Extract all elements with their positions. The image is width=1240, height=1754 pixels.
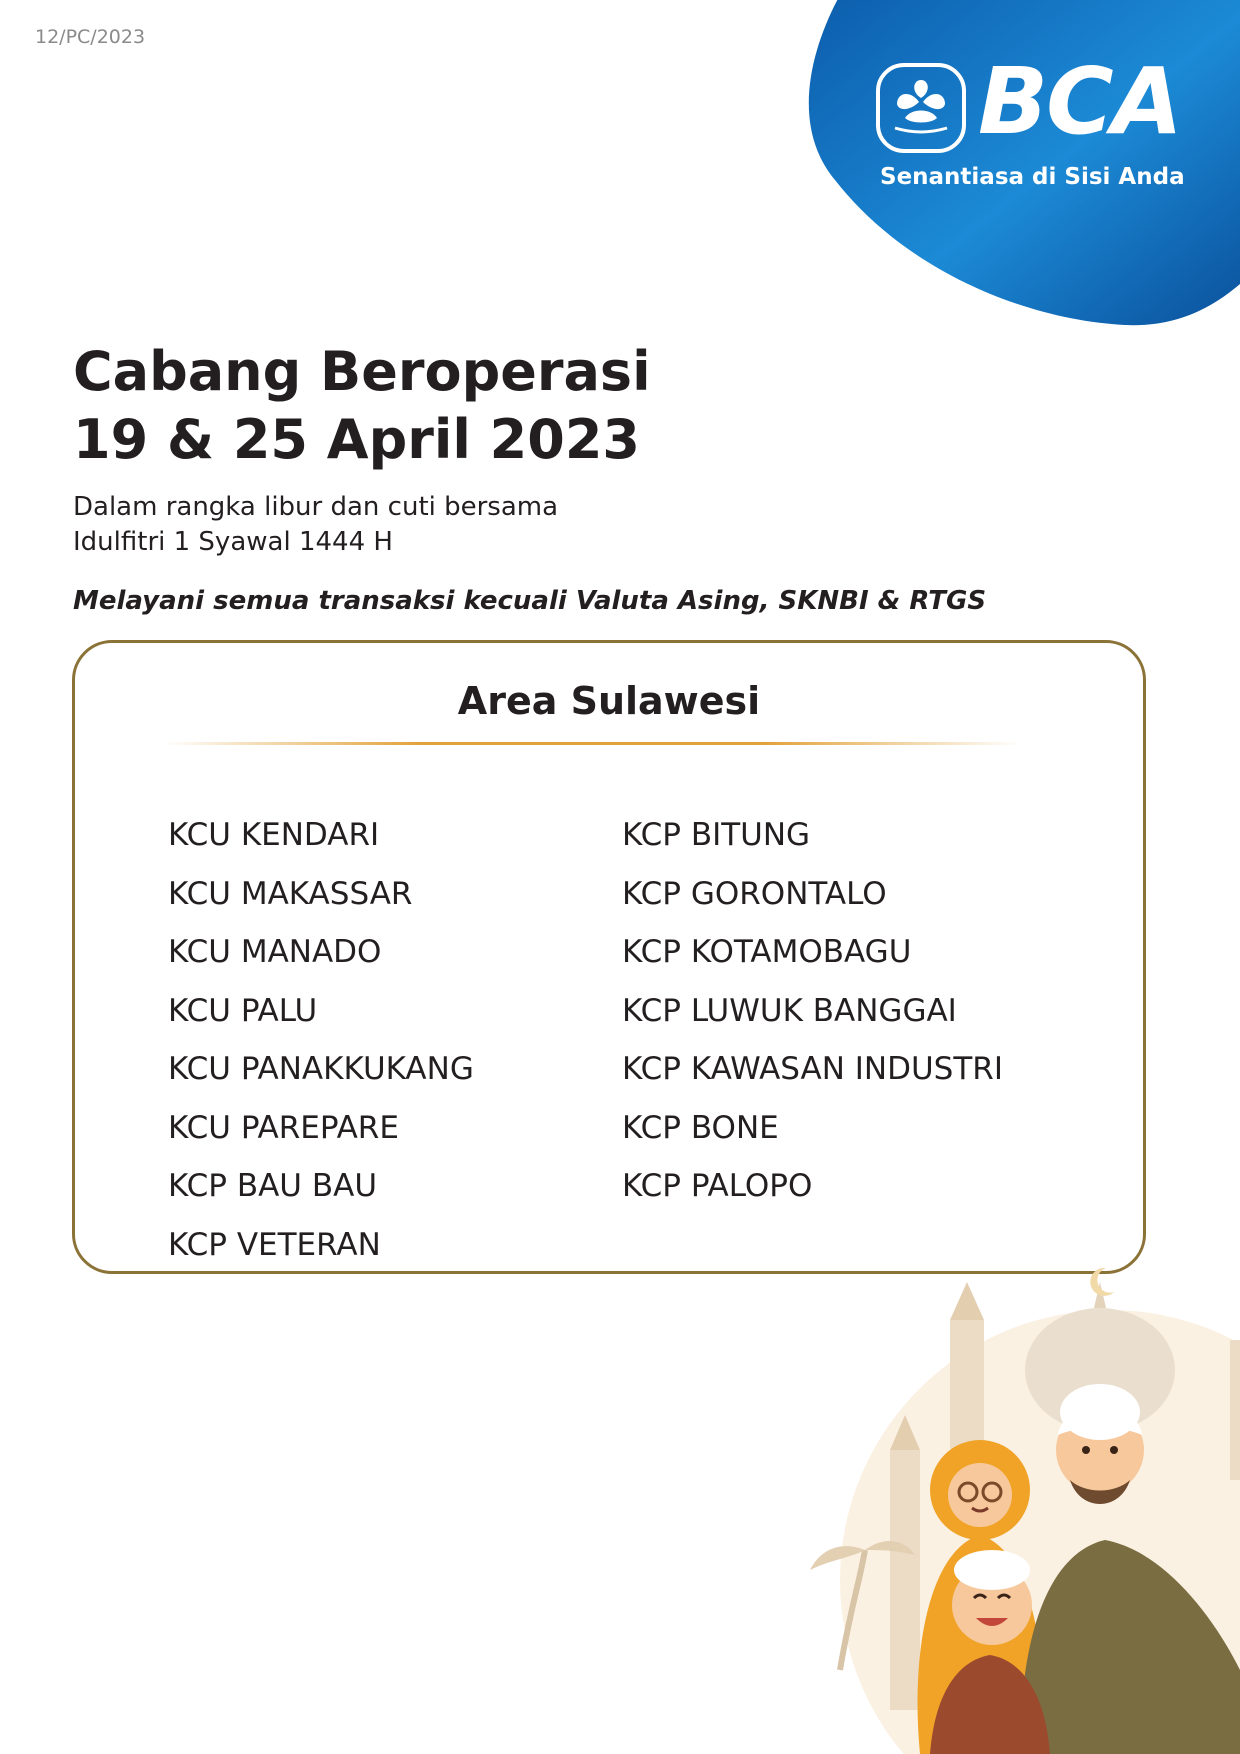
branch-item: KCU MANADO [168, 934, 382, 970]
branch-item: KCP BONE [622, 1109, 779, 1146]
title-divider [163, 742, 1021, 745]
branch-item: KCP KOTAMOBAGU [622, 934, 912, 970]
branch-item: KCP KAWASAN INDUSTRI [622, 1051, 1003, 1087]
branch-list-card [72, 640, 1146, 1274]
bca-emblem-icon [875, 62, 967, 154]
branch-item: KCP GORONTALO [622, 875, 887, 912]
branch-item: KCP PALOPO [622, 1168, 813, 1204]
page-title [73, 338, 651, 474]
branch-item: KCU PAREPARE [168, 1109, 399, 1146]
service-note: Melayani semua transaksi kecuali Valuta Asing, SKNBI & RTGS [73, 586, 987, 616]
branch-item: KCU PANAKKUKANG [168, 1051, 474, 1087]
area-title: Area Sulawesi [457, 679, 761, 723]
branch-item: KCP VETERAN [168, 1226, 381, 1263]
holiday-description [73, 490, 558, 560]
bca-wordmark: BCA [978, 48, 1181, 155]
branch-item: KCU PALU [168, 992, 318, 1029]
branch-list-left [168, 806, 474, 1274]
document-code: 12/PC/2023 [35, 26, 146, 48]
branch-list-right [622, 806, 1003, 1216]
branch-item: KCU KENDARI [168, 817, 380, 853]
branch-item: KCU MAKASSAR [168, 875, 413, 912]
description-line-1: Dalam rangka libur dan cuti bersama [73, 492, 559, 522]
title-line-2: 19 & 25 April 2023 [73, 408, 640, 471]
branch-item: KCP BITUNG [622, 817, 811, 853]
branch-item: KCP BAU BAU [168, 1168, 378, 1204]
description-line-2: Idulfitri 1 Syawal 1444 H [73, 527, 393, 557]
title-line-1: Cabang Beroperasi [73, 340, 651, 403]
branch-item: KCP LUWUK BANGGAI [622, 992, 957, 1029]
eid-family-illustration [770, 1250, 1240, 1754]
brand-tagline: Senantiasa di Sisi Anda [880, 164, 1185, 190]
